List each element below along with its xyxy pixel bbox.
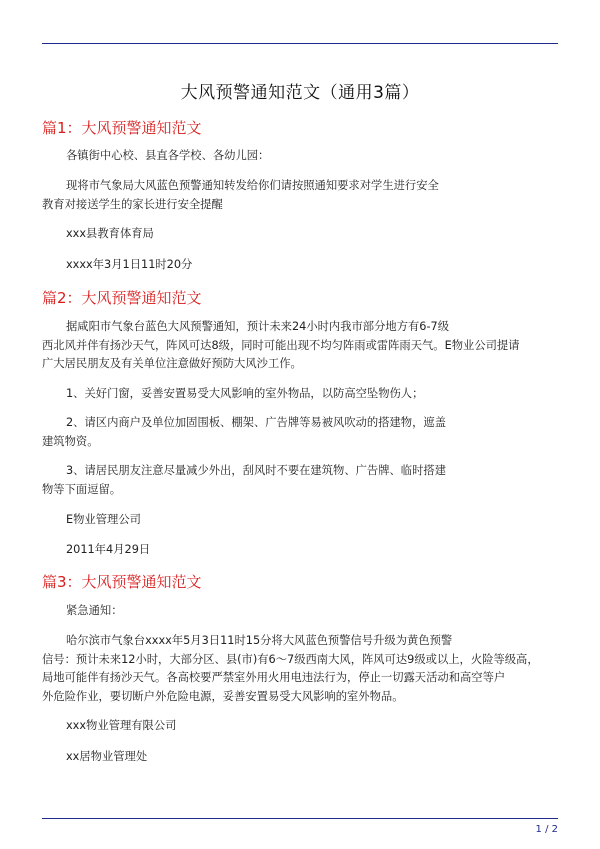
section-2-paragraph-1 <box>42 318 542 374</box>
text-line: E物业管理公司 <box>66 513 141 526</box>
text-line: 2、请区内商户及单位加固围板、棚架、广告牌等易被风吹动的搭建物，遮盖 <box>66 416 446 429</box>
section-1-heading: 篇1：大风预警通知范文 <box>42 119 202 137</box>
section-3-paragraph-2 <box>42 632 542 706</box>
header-rule <box>42 43 558 44</box>
text-line: 广大居民朋友及有关单位注意做好预防大风沙工作。 <box>42 357 302 370</box>
section-2-signature <box>42 511 542 530</box>
text-line: xxx物业管理有限公司 <box>66 719 177 732</box>
section-3-heading: 篇3：大风预警通知范文 <box>42 573 202 591</box>
footer-rule <box>42 818 558 819</box>
text-line: xxx县教育体育局 <box>66 227 154 240</box>
text-line: 物等下面逗留。 <box>42 482 122 496</box>
text-line: 3、请居民朋友注意尽量减少外出，刮风时不要在建筑物、广告牌、临时搭建 <box>66 464 446 477</box>
text-line: 2011年4月29日 <box>66 543 151 556</box>
text-line: 局地可能伴有扬沙天气。各高校要严禁室外用火用电违法行为，停止一切露天活动和高空等户 <box>42 671 506 684</box>
text-line: 据咸阳市气象台蓝色大风预警通知，预计未来24小时内我市部分地方有6-7级 <box>66 320 450 333</box>
section-1-date <box>42 256 542 275</box>
section-2-item-1 <box>42 385 542 404</box>
text-line: 外危险作业，要切断户外危险电源，妥善安置易受大风影响的室外物品。 <box>42 689 404 703</box>
text-line: 哈尔滨市气象台xxxx年5月3日11时15分将大风蓝色预警信号升级为黄色预警 <box>66 634 453 647</box>
text-line: 建筑物资。 <box>42 434 99 448</box>
text-line: 现将市气象局大风蓝色预警通知转发给你们请按照通知要求对学生进行安全 <box>66 179 439 192</box>
section-1-paragraph-2 <box>42 177 542 214</box>
section-3-paragraph-1 <box>42 602 542 621</box>
text-line: 紧急通知： <box>66 604 123 617</box>
section-3-signature-1 <box>42 717 542 736</box>
text-line: 教育对接送学生的家长进行安全提醒 <box>42 197 223 211</box>
section-2-date <box>42 541 542 560</box>
section-2-item-2 <box>42 414 542 451</box>
text-line: 1、关好门窗，妥善安置易受大风影响的室外物品，以防高空坠物伤人； <box>66 387 424 400</box>
document-title: 大风预警通知范文（通用3篇） <box>180 83 420 103</box>
section-3-signature-2 <box>42 748 542 767</box>
text-line: 各镇街中心校、县直各学校、各幼儿园： <box>66 149 270 162</box>
section-2-heading: 篇2：大风预警通知范文 <box>42 289 202 307</box>
section-2-item-3 <box>42 462 542 499</box>
section-1-signature <box>42 225 542 244</box>
text-line: 信号：预计未来12小时，大部分区、县(市)有6～7级西南大风，阵风可达9级或以上，火险等级高， <box>42 652 539 666</box>
section-1-paragraph-1 <box>42 147 542 166</box>
page-number: 1 / 2 <box>535 824 558 835</box>
text-line: xxxx年3月1日11时20分 <box>66 258 193 271</box>
text-line: xx居物业管理处 <box>66 750 148 763</box>
text-line: 西北风并伴有扬沙天气，阵风可达8级，同时可能出现不均匀阵雨或雷阵雨天气。E物业公司提请 <box>42 338 520 352</box>
